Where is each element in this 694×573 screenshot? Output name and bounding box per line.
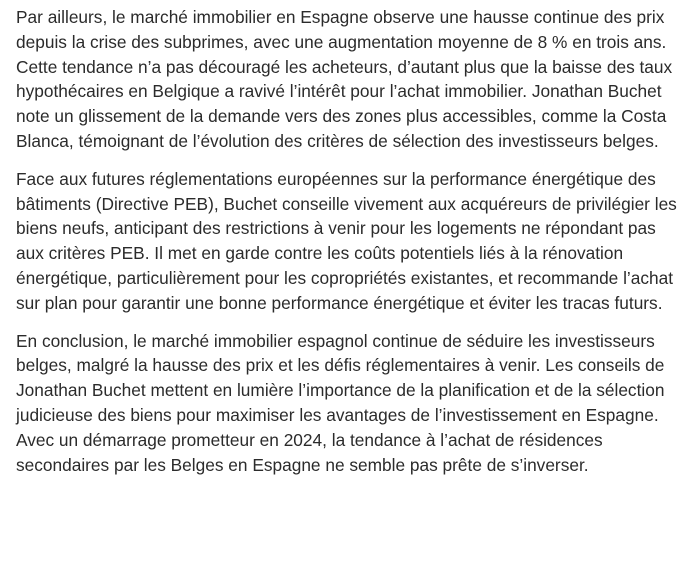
article-paragraph-conclusion: En conclusion, le marché immobilier espagnol continue de séduire les investisseurs belges, malgré la hausse des prix et les défis réglementaires à venir. Les conseils de Jonathan Buchet mettent en lumière l’importance de la planification et de la sélection judicieuse des biens pour maximiser les avantages de l’investissement en Espagne. Avec un démarrage prometteur en 2024, la tendance à l’achat de résidences secondaires par les Belges en Espagne ne semble pas prête de s’inverser. — [16, 330, 665, 475]
article-paragraph-energy-regulations: Face aux futures réglementations européennes sur la performance énergétique des bâtiments (Directive PEB), Buchet conseille vivement aux acquéreurs de privilégier les biens neufs, anticipant des restrictions à venir pour les logements ne répondant pas aux critères PEB. Il met en garde contre les coûts potentiels liés à la rénovation énergétique, particulièrement pour les copropriétés existantes, et recommande l’achat sur plan pour garantir une bonne performance énergétique et éviter les tracas futurs. — [16, 168, 677, 313]
article-paragraph-market-prices: Par ailleurs, le marché immobilier en Espagne observe une hausse continue des prix depuis la crise des subprimes, avec une augmentation moyenne de 8 % en trois ans. Cette tendance n’a pas découragé les acheteurs, d’autant plus que la baisse des taux hypothécaires en Belgique a ravivé l’intérêt pour l’achat immobilier. Jonathan Buchet note un glissement de la demande vers des zones plus accessibles, comme la Costa Blanca, témoignant de l’évolution des critères de sélection des investisseurs belges. — [16, 7, 673, 151]
